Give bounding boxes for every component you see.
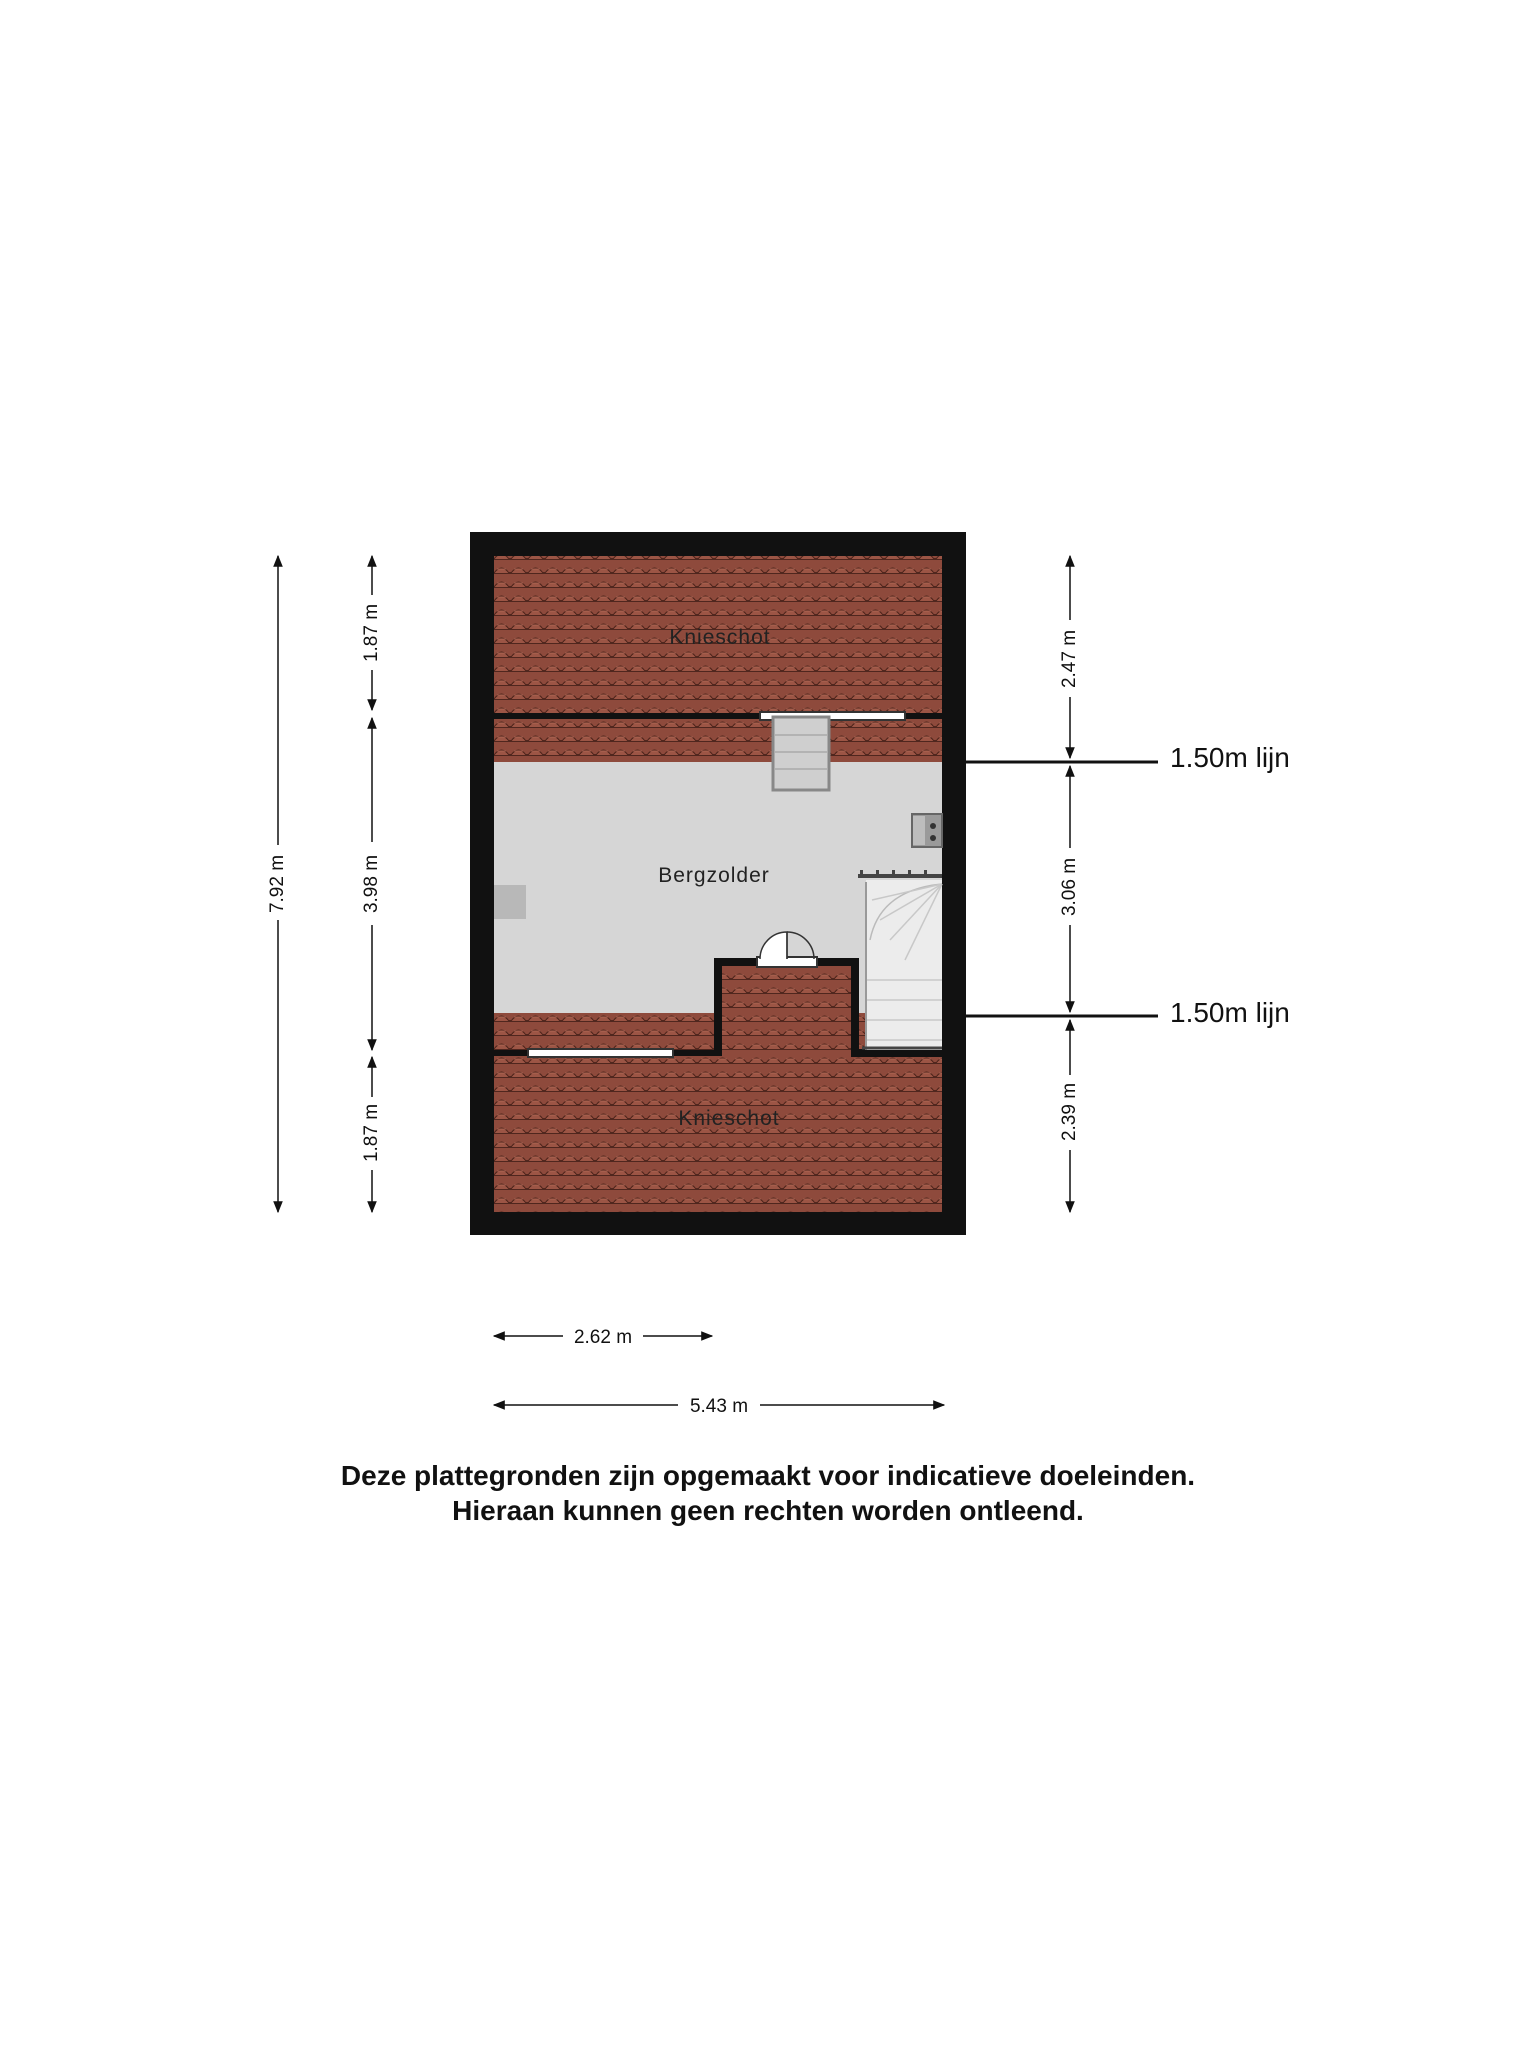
- room-label-middle: Bergzolder: [658, 864, 770, 887]
- dim-right-bottom: 2.39 m: [1059, 1082, 1081, 1142]
- dim-left-middle: 3.98 m: [361, 854, 383, 914]
- disclaimer-line-1: Deze plattegronden zijn opgemaakt voor indicatieve doeleinden.: [340, 1460, 1196, 1491]
- dim-left-top: 1.87 m: [361, 603, 383, 663]
- marker-label-lower: 1.50m lijn: [1170, 997, 1290, 1028]
- marker-label-upper: 1.50m lijn: [1170, 742, 1290, 773]
- skylight-bottom: [528, 1049, 673, 1057]
- room-label-top: Knieschot: [669, 626, 771, 649]
- roof-hatch: [773, 717, 829, 790]
- staircase: [862, 880, 942, 1050]
- dim-right-top: 2.47 m: [1059, 629, 1081, 689]
- disclaimer: [0, 1458, 1536, 1528]
- room-label-bottom: Knieschot: [678, 1107, 780, 1130]
- chimney-block: [494, 885, 526, 919]
- dim-left-total: 7.92 m: [267, 854, 289, 914]
- dim-bottom-total: 5.43 m: [689, 1396, 749, 1417]
- dim-right-middle: 3.06 m: [1059, 857, 1081, 917]
- dim-left-bottom: 1.87 m: [361, 1103, 383, 1163]
- dim-bottom-partial: 2.62 m: [573, 1327, 633, 1348]
- disclaimer-line-2: Hieraan kunnen geen rechten worden ontleend.: [452, 1495, 1084, 1526]
